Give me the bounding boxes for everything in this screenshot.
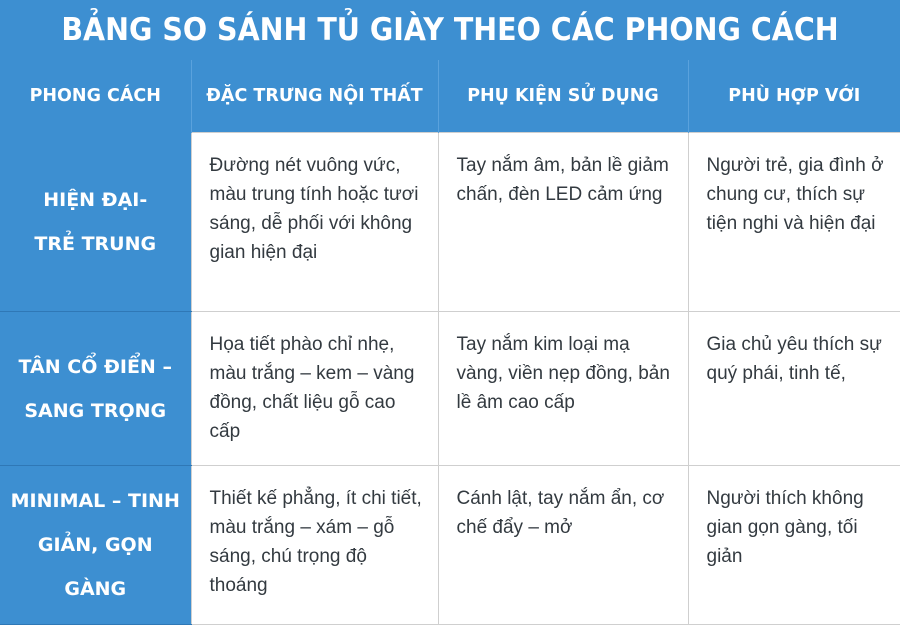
row-style-line: SANG TRỌNG	[24, 399, 167, 422]
header-features: ĐẶC TRƯNG NỘI THẤT	[191, 60, 438, 133]
header-suitable: PHÙ HỢP VỚI	[688, 60, 900, 133]
row-style-label	[0, 466, 191, 625]
cell-accessories: Cánh lật, tay nắm ẩn, cơ chế đẩy – mở	[438, 466, 688, 625]
row-style-label	[0, 133, 191, 312]
row-style-line: GIẢN, GỌN GÀNG	[37, 534, 153, 600]
header-style: PHONG CÁCH	[0, 60, 191, 133]
row-style-line: MINIMAL – TINH	[10, 490, 180, 512]
row-style-line: TÂN CỔ ĐIỂN –	[18, 355, 172, 378]
cell-features: Đường nét vuông vức, màu trung tính hoặc tươi sáng, dễ phối với không gian hiện đại	[191, 133, 438, 312]
table-row	[0, 312, 900, 466]
header-accessories: PHỤ KIỆN SỬ DỤNG	[438, 60, 688, 133]
cell-features: Họa tiết phào chỉ nhẹ, màu trắng – kem – vàng đồng, chất liệu gỗ cao cấp	[191, 312, 438, 466]
page-title: BẢNG SO SÁNH TỦ GIÀY THEO CÁC PHONG CÁCH	[36, 0, 864, 60]
cell-accessories: Tay nắm kim loại mạ vàng, viền nẹp đồng, bản lề âm cao cấp	[438, 312, 688, 466]
cell-suitable: Người trẻ, gia đình ở chung cư, thích sự tiện nghi và hiện đại	[688, 133, 900, 312]
row-style-line: TRẺ TRUNG	[34, 232, 157, 255]
table-header-row	[0, 60, 900, 133]
cell-suitable: Người thích không gian gọn gàng, tối giản	[688, 466, 900, 625]
cell-features: Thiết kế phẳng, ít chi tiết, màu trắng – xám – gỗ sáng, chú trọng độ thoáng	[191, 466, 438, 625]
cell-suitable: Gia chủ yêu thích sự quý phái, tinh tế,	[688, 312, 900, 466]
row-style-label	[0, 312, 191, 466]
table-row	[0, 133, 900, 312]
table-row	[0, 466, 900, 625]
comparison-table	[0, 60, 900, 625]
row-style-line: HIỆN ĐẠI-	[43, 188, 148, 211]
cell-accessories: Tay nắm âm, bản lề giảm chấn, đèn LED cảm ứng	[438, 133, 688, 312]
